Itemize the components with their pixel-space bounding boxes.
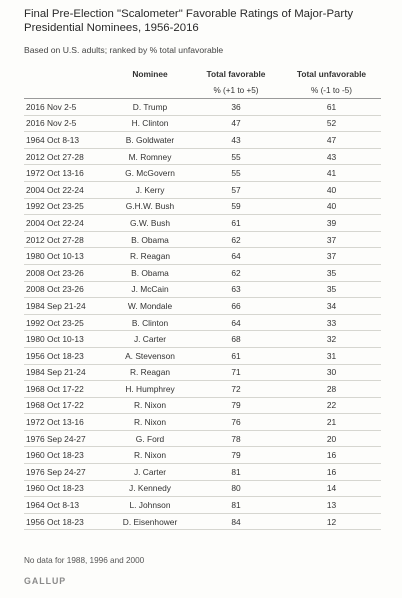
- cell-date: 2012 Oct 27-28: [24, 231, 110, 248]
- cell-favorable: 76: [190, 414, 282, 431]
- cell-unfavorable: 37: [282, 248, 381, 265]
- cell-nominee: M. Romney: [110, 148, 190, 165]
- cell-unfavorable: 32: [282, 331, 381, 348]
- table-row: [24, 215, 381, 232]
- cell-favorable: 79: [190, 447, 282, 464]
- cell-nominee: J. Kerry: [110, 181, 190, 198]
- header-nominee: Nominee: [132, 69, 168, 79]
- cell-nominee: J. Carter: [110, 331, 190, 348]
- cell-unfavorable: 52: [282, 115, 381, 132]
- cell-favorable: 79: [190, 397, 282, 414]
- table-row: [24, 148, 381, 165]
- table-row: [24, 314, 381, 331]
- cell-favorable: 81: [190, 497, 282, 514]
- cell-date: 1964 Oct 8-13: [24, 497, 110, 514]
- cell-nominee: G. McGovern: [110, 165, 190, 182]
- table-row: [24, 347, 381, 364]
- table-row: [24, 331, 381, 348]
- cell-favorable: 81: [190, 464, 282, 481]
- cell-nominee: R. Nixon: [110, 397, 190, 414]
- table-row: [24, 99, 381, 116]
- cell-unfavorable: 37: [282, 231, 381, 248]
- table-row: [24, 480, 381, 497]
- cell-favorable: 64: [190, 314, 282, 331]
- cell-unfavorable: 28: [282, 381, 381, 398]
- footnote: No data for 1988, 1996 and 2000: [24, 556, 145, 565]
- table-body: [24, 99, 381, 530]
- header-row: [24, 66, 381, 82]
- table-row: [24, 513, 381, 530]
- cell-unfavorable: 12: [282, 513, 381, 530]
- cell-unfavorable: 39: [282, 215, 381, 232]
- table-row: [24, 414, 381, 431]
- cell-unfavorable: 20: [282, 430, 381, 447]
- cell-nominee: H. Clinton: [110, 115, 190, 132]
- table-row: [24, 397, 381, 414]
- cell-date: 1980 Oct 10-13: [24, 248, 110, 265]
- cell-favorable: 55: [190, 148, 282, 165]
- cell-nominee: B. Obama: [110, 231, 190, 248]
- cell-date: 2008 Oct 23-26: [24, 264, 110, 281]
- cell-nominee: D. Eisenhower: [110, 513, 190, 530]
- cell-favorable: 43: [190, 132, 282, 149]
- cell-unfavorable: 13: [282, 497, 381, 514]
- table-row: [24, 281, 381, 298]
- cell-favorable: 68: [190, 331, 282, 348]
- cell-nominee: B. Obama: [110, 264, 190, 281]
- table-row: [24, 464, 381, 481]
- cell-nominee: J. Kennedy: [110, 480, 190, 497]
- table-row: [24, 132, 381, 149]
- cell-unfavorable: 35: [282, 264, 381, 281]
- unit-unfavorable: % (-1 to -5): [282, 82, 381, 99]
- cell-date: 2004 Oct 22-24: [24, 215, 110, 232]
- cell-favorable: 80: [190, 480, 282, 497]
- cell-date: 2016 Nov 2-5: [24, 99, 110, 116]
- cell-nominee: A. Stevenson: [110, 347, 190, 364]
- cell-unfavorable: 16: [282, 447, 381, 464]
- cell-unfavorable: 35: [282, 281, 381, 298]
- table-row: [24, 447, 381, 464]
- cell-unfavorable: 40: [282, 181, 381, 198]
- cell-favorable: 72: [190, 381, 282, 398]
- cell-date: 1964 Oct 8-13: [24, 132, 110, 149]
- cell-nominee: G.W. Bush: [110, 215, 190, 232]
- table-row: [24, 364, 381, 381]
- table-row: [24, 198, 381, 215]
- cell-unfavorable: 47: [282, 132, 381, 149]
- cell-nominee: D. Trump: [110, 99, 190, 116]
- table-title: Final Pre-Election "Scalometer" Favorable Ratings of Major-Party Presidential Nominees, 1956-2016: [24, 8, 354, 34]
- table-row: [24, 165, 381, 182]
- cell-date: 2012 Oct 27-28: [24, 148, 110, 165]
- table-row: [24, 298, 381, 315]
- table-row: [24, 248, 381, 265]
- table-row: [24, 115, 381, 132]
- cell-date: 1976 Sep 24-27: [24, 464, 110, 481]
- cell-unfavorable: 61: [282, 99, 381, 116]
- table-subtitle: Based on U.S. adults; ranked by % total unfavorable: [24, 45, 224, 55]
- cell-date: 1960 Oct 18-23: [24, 447, 110, 464]
- cell-favorable: 55: [190, 165, 282, 182]
- cell-favorable: 59: [190, 198, 282, 215]
- cell-unfavorable: 14: [282, 480, 381, 497]
- cell-date: 1956 Oct 18-23: [24, 347, 110, 364]
- unit-favorable: % (+1 to +5): [190, 82, 282, 99]
- cell-favorable: 78: [190, 430, 282, 447]
- cell-favorable: 62: [190, 231, 282, 248]
- cell-nominee: J. Carter: [110, 464, 190, 481]
- cell-unfavorable: 40: [282, 198, 381, 215]
- cell-favorable: 57: [190, 181, 282, 198]
- cell-unfavorable: 21: [282, 414, 381, 431]
- cell-favorable: 71: [190, 364, 282, 381]
- cell-favorable: 64: [190, 248, 282, 265]
- cell-nominee: H. Humphrey: [110, 381, 190, 398]
- cell-unfavorable: 16: [282, 464, 381, 481]
- header-unfavorable: Total unfavorable: [296, 69, 367, 79]
- cell-favorable: 61: [190, 215, 282, 232]
- cell-favorable: 61: [190, 347, 282, 364]
- unit-nominee: [110, 82, 190, 99]
- cell-date: 1972 Oct 13-16: [24, 414, 110, 431]
- cell-nominee: B. Clinton: [110, 314, 190, 331]
- cell-favorable: 47: [190, 115, 282, 132]
- cell-date: 1972 Oct 13-16: [24, 165, 110, 182]
- cell-favorable: 66: [190, 298, 282, 315]
- cell-nominee: L. Johnson: [110, 497, 190, 514]
- cell-favorable: 62: [190, 264, 282, 281]
- table-row: [24, 497, 381, 514]
- cell-date: 1992 Oct 23-25: [24, 314, 110, 331]
- cell-nominee: B. Goldwater: [110, 132, 190, 149]
- header-favorable: Total favorable: [206, 69, 266, 79]
- cell-nominee: W. Mondale: [110, 298, 190, 315]
- cell-date: 1992 Oct 23-25: [24, 198, 110, 215]
- cell-unfavorable: 31: [282, 347, 381, 364]
- cell-nominee: R. Nixon: [110, 414, 190, 431]
- cell-date: 1968 Oct 17-22: [24, 397, 110, 414]
- cell-date: 1984 Sep 21-24: [24, 298, 110, 315]
- cell-date: 1956 Oct 18-23: [24, 513, 110, 530]
- cell-date: 2004 Oct 22-24: [24, 181, 110, 198]
- unit-date: [24, 82, 110, 99]
- cell-nominee: G. Ford: [110, 430, 190, 447]
- cell-unfavorable: 33: [282, 314, 381, 331]
- cell-favorable: 63: [190, 281, 282, 298]
- cell-nominee: J. McCain: [110, 281, 190, 298]
- cell-favorable: 36: [190, 99, 282, 116]
- cell-date: 1968 Oct 17-22: [24, 381, 110, 398]
- units-row: [24, 82, 381, 99]
- cell-unfavorable: 34: [282, 298, 381, 315]
- cell-date: 2008 Oct 23-26: [24, 281, 110, 298]
- cell-nominee: R. Reagan: [110, 364, 190, 381]
- table-row: [24, 381, 381, 398]
- cell-date: 1980 Oct 10-13: [24, 331, 110, 348]
- cell-date: 1976 Sep 24-27: [24, 430, 110, 447]
- cell-unfavorable: 30: [282, 364, 381, 381]
- cell-nominee: G.H.W. Bush: [110, 198, 190, 215]
- cell-nominee: R. Reagan: [110, 248, 190, 265]
- cell-unfavorable: 43: [282, 148, 381, 165]
- cell-date: 2016 Nov 2-5: [24, 115, 110, 132]
- cell-unfavorable: 22: [282, 397, 381, 414]
- table-row: [24, 231, 381, 248]
- table-row: [24, 430, 381, 447]
- table-row: [24, 181, 381, 198]
- table-row: [24, 264, 381, 281]
- ratings-table: [24, 66, 381, 530]
- cell-date: 1960 Oct 18-23: [24, 480, 110, 497]
- cell-favorable: 84: [190, 513, 282, 530]
- cell-unfavorable: 41: [282, 165, 381, 182]
- header-date: [24, 66, 110, 82]
- gallup-logo: GALLUP: [24, 576, 67, 586]
- cell-nominee: R. Nixon: [110, 447, 190, 464]
- cell-date: 1984 Sep 21-24: [24, 364, 110, 381]
